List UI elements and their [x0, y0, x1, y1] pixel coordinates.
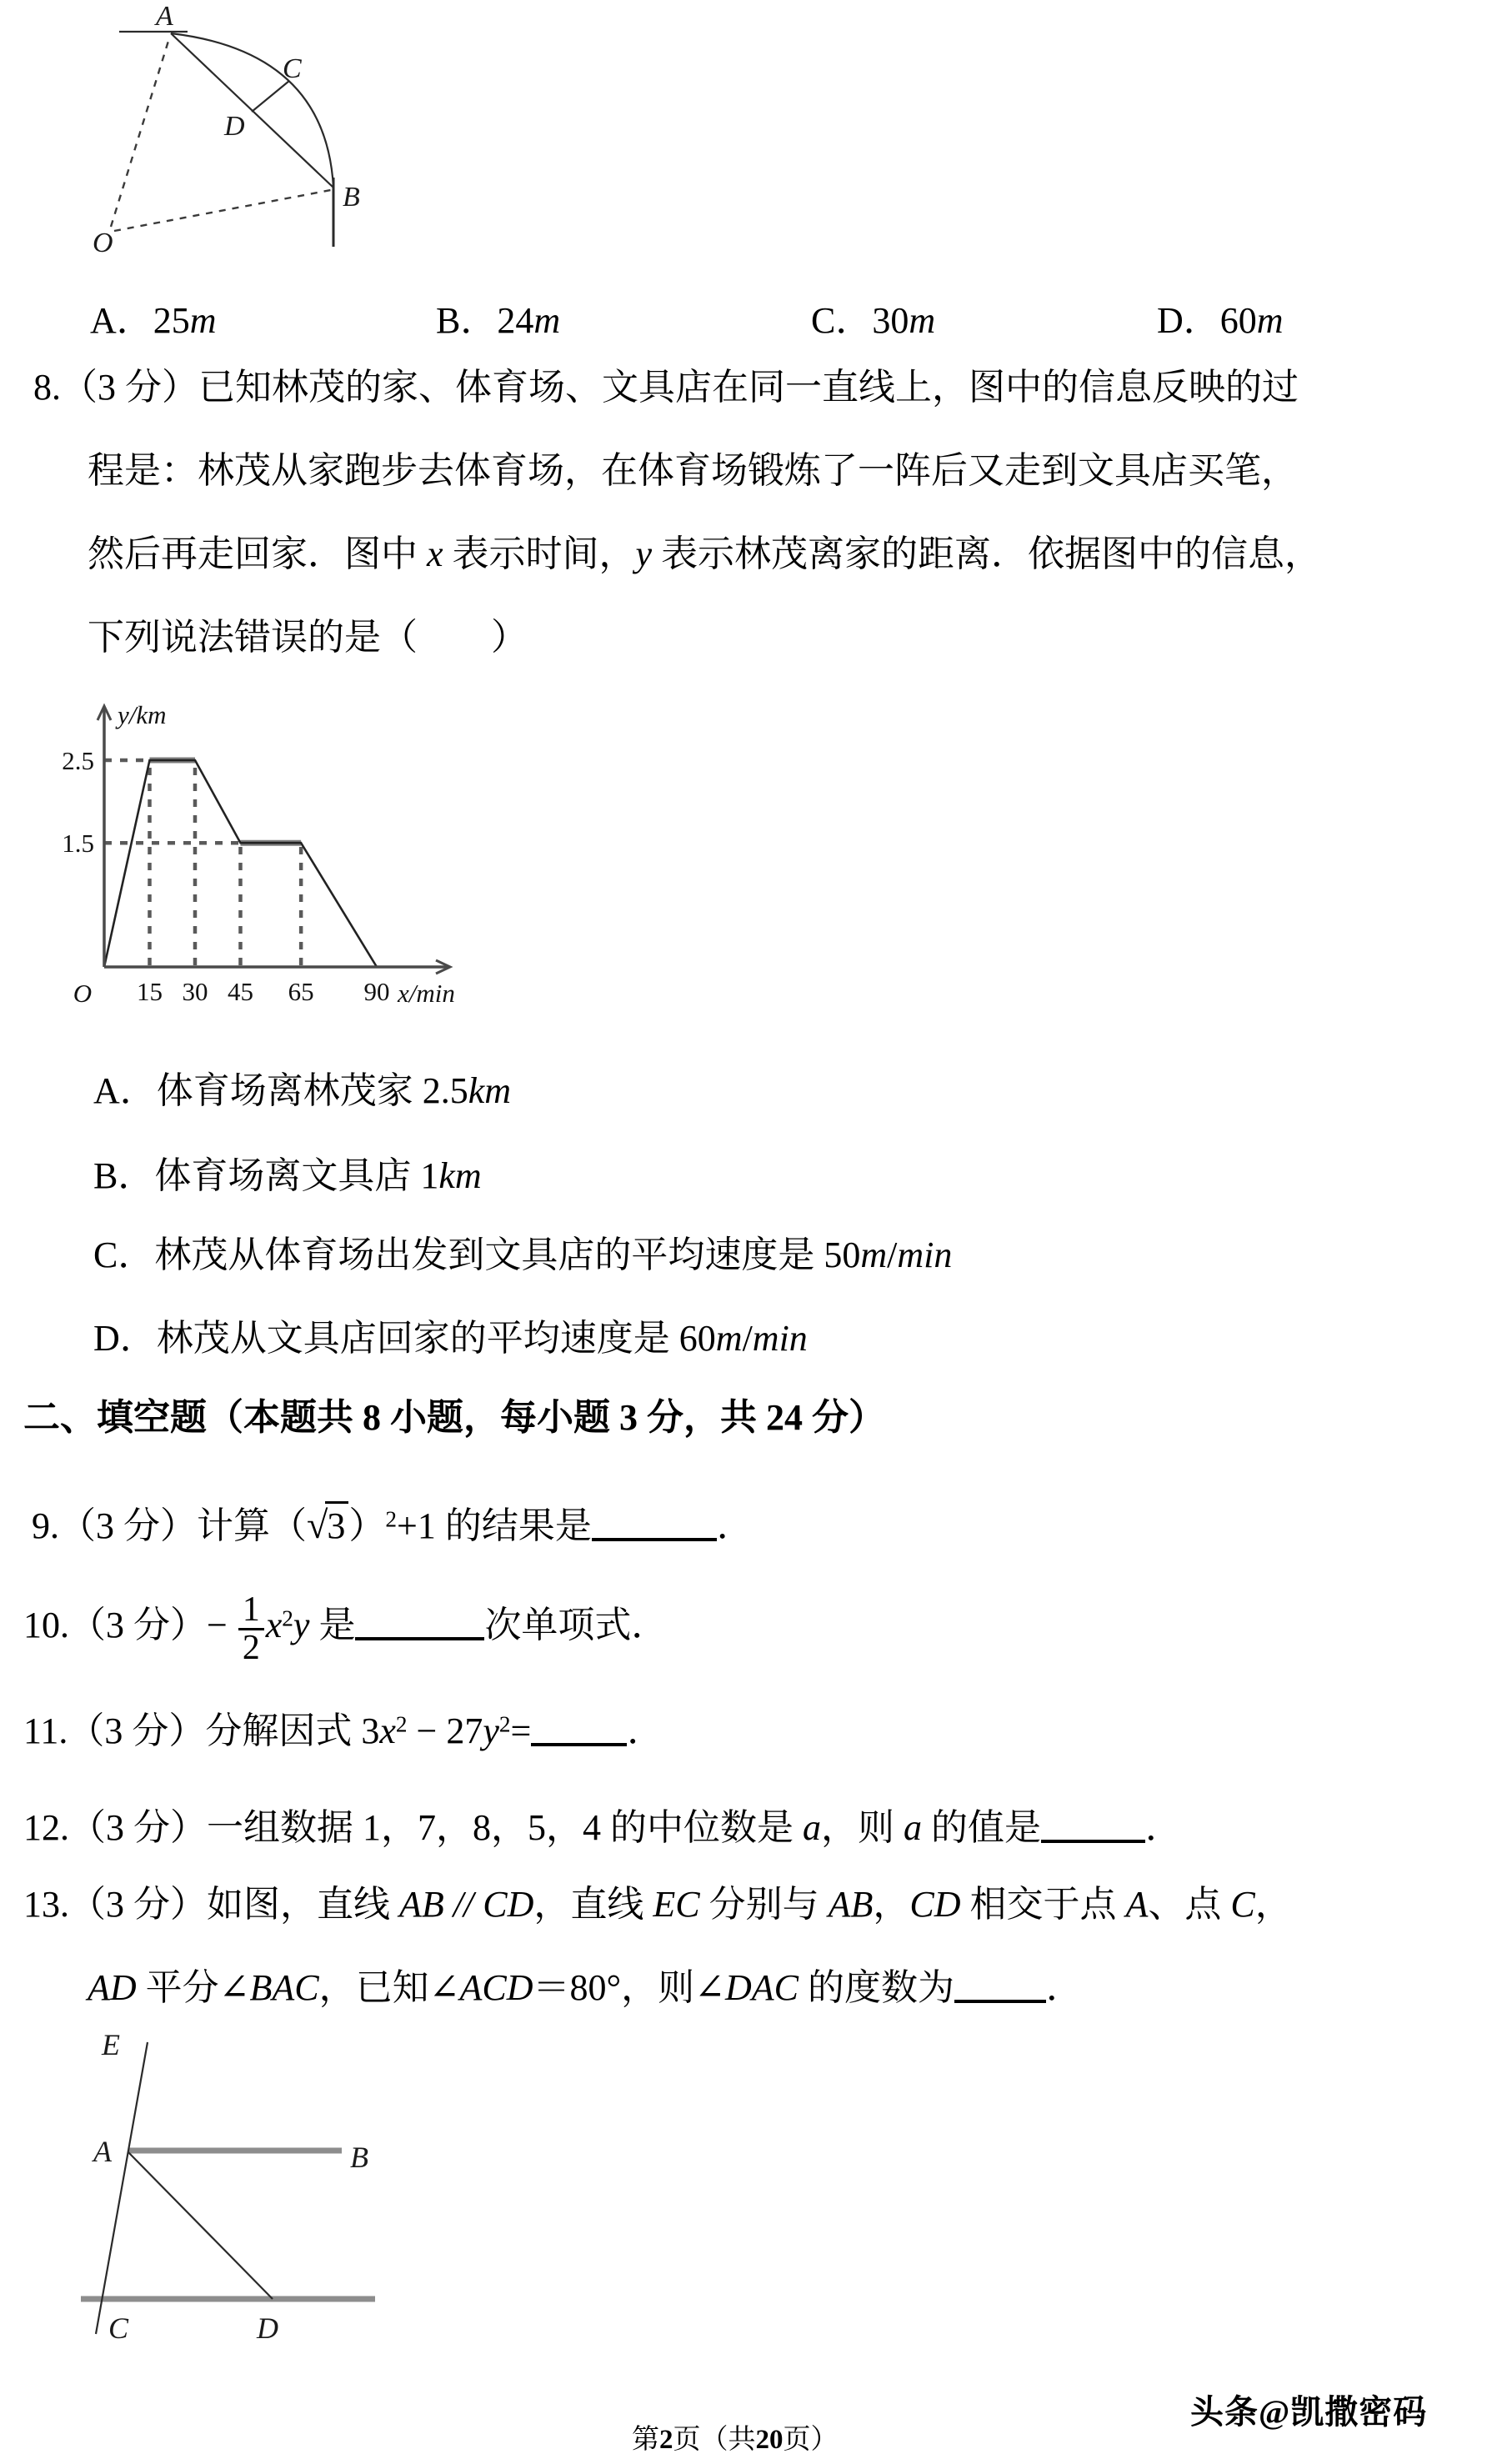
question-9: 9.（3 分）计算$(√3)^2+1$ 的结果是 ． — [32, 1500, 754, 1550]
point-label-D: D — [257, 2311, 278, 2345]
distance-time-chart — [31, 684, 548, 1017]
svg-text:65: 65 — [288, 977, 314, 1006]
watermark: 头条@凯撒密码 — [1190, 2393, 1428, 2431]
question-11: 11.（3 分）分解因式 $3x^2 - 27y^2=$ ． — [23, 1710, 664, 1751]
q7-option-a: A．25m — [90, 300, 217, 341]
point-label-D: D — [224, 111, 245, 142]
q8-stem-line1: 8.（3 分）已知林茂的家、体育场、文具店在同一直线上，图中的信息反映的过 — [33, 367, 1299, 408]
parallel-lines-figure — [75, 2021, 392, 2355]
svg-text:15: 15 — [136, 977, 163, 1006]
point-label-A: A — [156, 1, 173, 32]
q7-option-c: C．30m — [811, 300, 936, 341]
q13-line2: AD 平分∠BAC，已知∠ACD＝80°，则∠DAC 的度数为 ． — [88, 1967, 1083, 2008]
svg-text:2.5: 2.5 — [62, 746, 94, 775]
point-label-C: C — [108, 2311, 129, 2345]
svg-text:90: 90 — [363, 977, 390, 1006]
q8-option-c: C．林茂从体育场出发到文具店的平均速度是 50m/min — [93, 1235, 953, 1275]
question-12: 12.（3 分）一组数据 1，7，8，5，4 的中位数是 a，则 a 的值是 ． — [23, 1807, 1182, 1848]
page-number: 第2页（共20页） — [632, 2425, 839, 2455]
point-label-C: C — [283, 53, 302, 84]
svg-text:30: 30 — [182, 977, 208, 1006]
q8-stem-line4: 下列说法错误的是（ ） — [88, 617, 528, 658]
q7-option-b: B．24m — [436, 300, 561, 341]
q7-option-d: D．60m — [1157, 300, 1284, 341]
svg-text:O: O — [73, 979, 93, 1008]
svg-text:45: 45 — [227, 977, 253, 1006]
radius-OA-dashed — [111, 38, 169, 227]
q8-stem-line3: 然后再走回家．图中 x 表示时间，y 表示林茂离家的距离．依据图中的信息， — [88, 533, 1322, 574]
q8-option-a: A．体育场离林茂家 2.5km — [93, 1070, 512, 1111]
radius-OB-dashed — [114, 190, 331, 231]
point-label-B: B — [350, 2141, 368, 2174]
q13-line1: 13.（3 分）如图，直线 AB // CD，直线 EC 分别与 AB，CD 相交于点 A、点 C， — [23, 1884, 1292, 1925]
svg-text:y/km: y/km — [118, 700, 167, 729]
svg-text:x/min: x/min — [398, 979, 455, 1008]
line-AD — [128, 2152, 273, 2299]
line-EC — [96, 2042, 148, 2334]
question-10: 10.（3 分）− $\frac{1}{2}$ $x^2y$ 是 次单项式． — [23, 1590, 668, 1667]
section2-header: 二、填空题（本题共 8 小题，每小题 3 分，共 24 分） — [23, 1397, 885, 1438]
point-label-O: O — [93, 228, 113, 258]
point-label-A: A — [93, 2135, 112, 2168]
q8-option-b: B．体育场离文具店 1km — [93, 1155, 482, 1196]
segment-DC — [252, 81, 289, 112]
point-label-B: B — [343, 182, 360, 213]
arc-figure — [46, 0, 379, 267]
svg-text:1.5: 1.5 — [62, 829, 94, 859]
q8-option-d: D．林茂从文具店回家的平均速度是 60m/min — [93, 1318, 808, 1359]
point-label-E: E — [102, 2028, 120, 2061]
q8-stem-line2: 程是：林茂从家跑步去体育场，在体育场锻炼了一阵后又走到文具店买笔， — [88, 450, 1298, 491]
